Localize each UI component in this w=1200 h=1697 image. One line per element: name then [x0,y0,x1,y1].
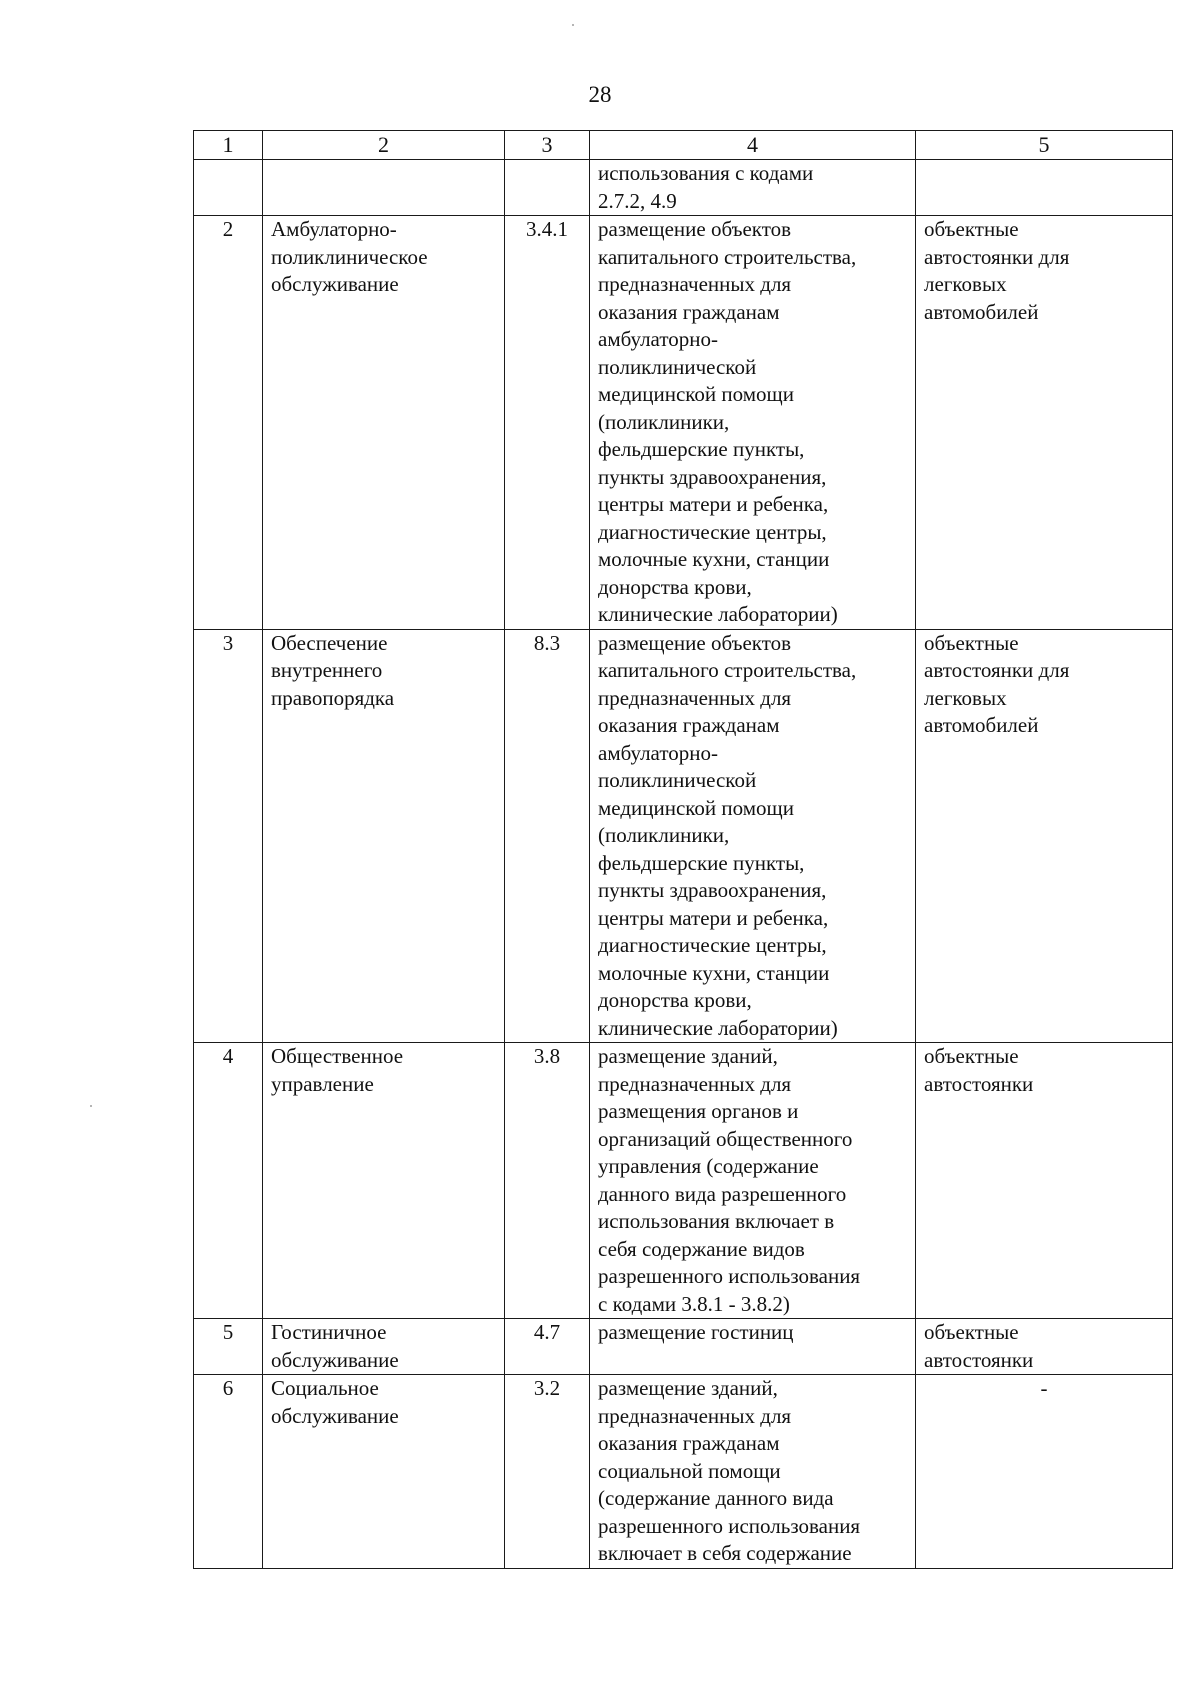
auxiliary-use: объектные автостоянки для легковых автомобилей [916,216,1173,630]
use-type-name: Гостиничное обслуживание [263,1319,505,1375]
use-type-code: 3.4.1 [505,216,590,630]
use-type-name [263,160,505,216]
scan-speck [90,1105,92,1107]
table-row [194,1375,1173,1569]
header-col-3: 3 [505,131,590,160]
table-row [194,216,1173,630]
page-number: 28 [588,82,612,107]
table-row [194,1043,1173,1319]
auxiliary-use: объектные автостоянки [916,1043,1173,1319]
header-col-5: 5 [916,131,1173,160]
header-col-2: 2 [263,131,505,160]
row-number: 6 [194,1375,263,1569]
row-number: 2 [194,216,263,630]
use-type-name: Общественное управление [263,1043,505,1319]
header-col-4: 4 [590,131,916,160]
use-type-description: размещение гостиниц [590,1319,916,1375]
use-type-code: 3.8 [505,1043,590,1319]
row-number [194,160,263,216]
row-number: 4 [194,1043,263,1319]
use-type-description: размещение зданий, предназначенных для размещения органов и организаций общественного управления (содержание данного вида разрешенного использования включает в себя содержание видов разрешенного использования с кодами 3.8.1 - 3.8.2) [590,1043,916,1319]
table-row [194,160,1173,216]
table-row [194,629,1173,1043]
use-type-description: размещение объектов капитального строительства, предназначенных для оказания гражданам амбулаторно- поликлинической медицинской помощи (поликлиники, фельдшерские пункты, пункты здравоохранения, центры матери и ребенка, диагностические центры, молочные кухни, станции донорства крови, клинические лаборатории) [590,629,916,1043]
header-col-1: 1 [194,131,263,160]
use-type-code: 8.3 [505,629,590,1043]
use-type-code [505,160,590,216]
use-type-description: размещение объектов капитального строительства, предназначенных для оказания гражданам амбулаторно- поликлинической медицинской помощи (поликлиники, фельдшерские пункты, пункты здравоохранения, центры матери и ребенка, диагностические центры, молочные кухни, станции донорства крови, клинические лаборатории) [590,216,916,630]
row-number: 3 [194,629,263,1043]
scan-speck [572,24,574,26]
auxiliary-use: - [916,1375,1173,1569]
use-type-description: использования с кодами 2.7.2, 4.9 [590,160,916,216]
use-type-code: 3.2 [505,1375,590,1569]
auxiliary-use: объектные автостоянки для легковых автомобилей [916,629,1173,1043]
table-row [194,1319,1173,1375]
use-type-name: Амбулаторно- поликлиническое обслуживание [263,216,505,630]
table-header-row [194,131,1173,160]
use-type-name: Социальное обслуживание [263,1375,505,1569]
use-type-description: размещение зданий, предназначенных для оказания гражданам социальной помощи (содержание данного вида разрешенного использования включает в себя содержание [590,1375,916,1569]
row-number: 5 [194,1319,263,1375]
use-type-name: Обеспечение внутреннего правопорядка [263,629,505,1043]
auxiliary-use: объектные автостоянки [916,1319,1173,1375]
land-use-table [193,130,1173,1569]
auxiliary-use [916,160,1173,216]
use-type-code: 4.7 [505,1319,590,1375]
